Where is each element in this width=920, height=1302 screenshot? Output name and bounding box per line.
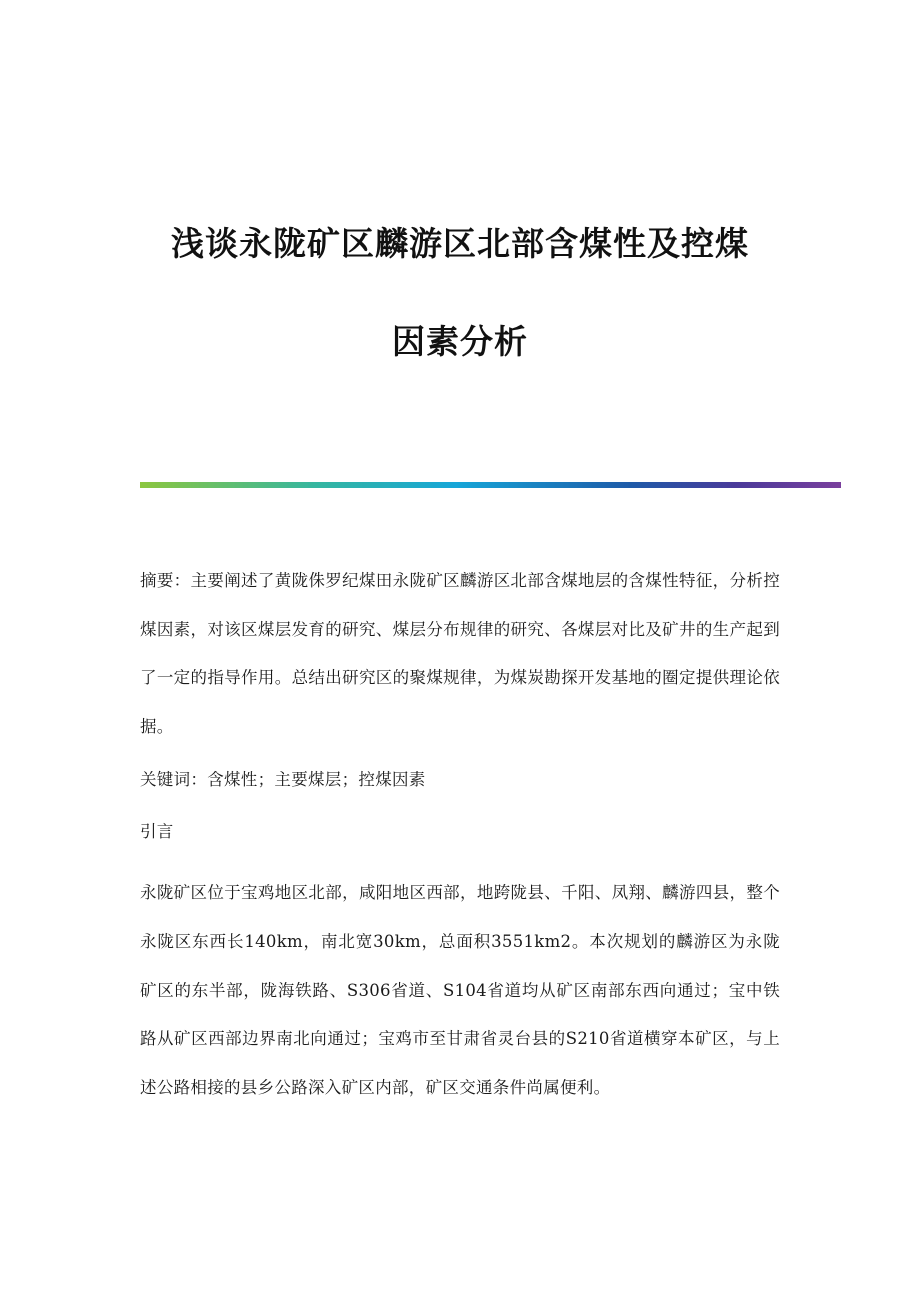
document-title-line-2: 因素分析 — [392, 322, 528, 361]
abstract-paragraph: 摘要：主要阐述了黄陇侏罗纪煤田永陇矿区麟游区北部含煤地层的含煤性特征，分析控煤因素，对该区煤层发育的研究、煤层分布规律的研究、各煤层对比及矿井的生产起到了一定的指导作用。总结出研究区的聚煤规律，为煤炭勘探开发基地的圈定提供理论依据。 — [140, 571, 780, 736]
intro-paragraph: 永陇矿区位于宝鸡地区北部，咸阳地区西部，地跨陇县、千阳、凤翔、麟游四县，整个永陇区东西长140km，南北宽30km，总面积3551km2。本次规划的麟游区为永陇矿区的东半部，陇海铁路、S306省道、S104省道均从矿区南部东西向通过；宝中铁路从矿区西部边界南北向通过；宝鸡市至甘肃省灵台县的S210省道横穿本矿区，与上述公路相接的县乡公路深入矿区内部，矿区交通条件尚属便利。 — [140, 883, 780, 1098]
document-title-line-1: 浅谈永陇矿区麟游区北部含煤性及控煤 — [171, 224, 749, 263]
intro-heading: 引言 — [140, 822, 174, 841]
title-divider — [140, 482, 841, 488]
keywords-line: 关键词：含煤性；主要煤层；控煤因素 — [140, 770, 426, 789]
